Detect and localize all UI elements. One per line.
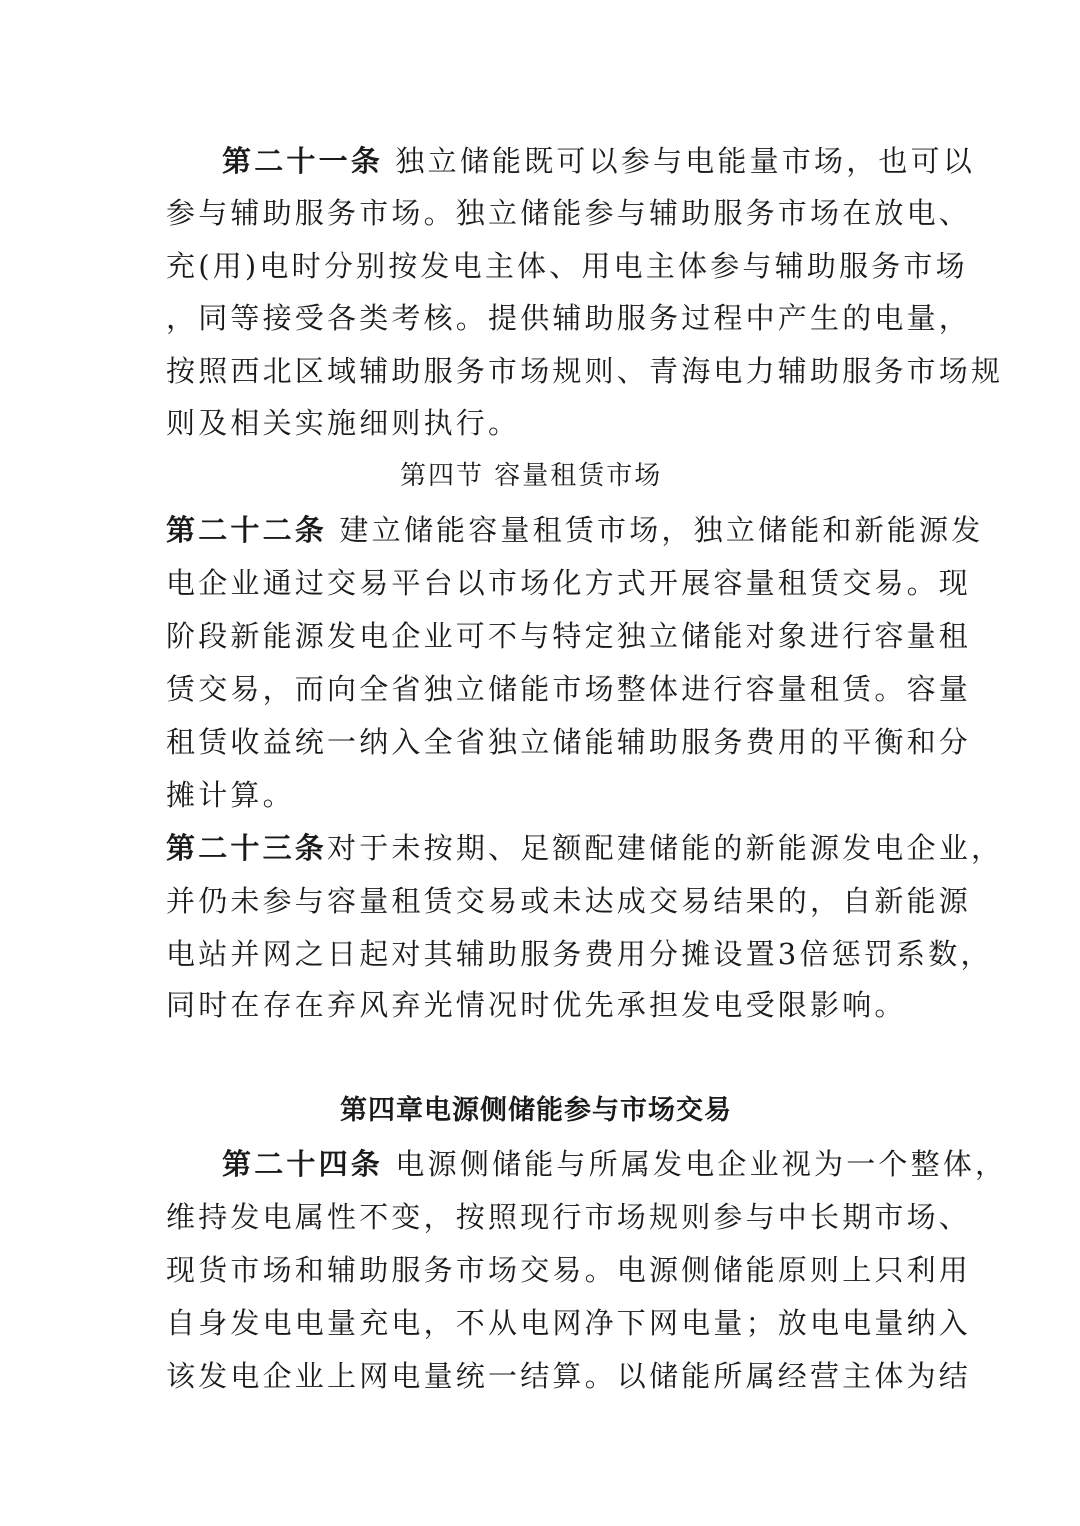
article-24-line-1: [222, 1144, 1007, 1184]
article-22-label: 第二十二条: [166, 513, 328, 547]
article-22-text-1: 建立储能容量租赁市场，独立储能和新能源发: [327, 513, 984, 547]
article-21-label: 第二十一条: [222, 144, 384, 178]
section-heading: 第四节 容量租赁市场: [400, 461, 663, 491]
article-22-line-3: 阶段新能源发电企业可不与特定独立储能对象进行容量租: [166, 619, 972, 653]
article-24-text-1: 电源侧储能与所属发电企业视为一个整体，: [383, 1147, 1008, 1181]
article-21-line-1: [222, 141, 975, 181]
article-21-text-1: 独立储能既可以参与电能量市场，也可以: [383, 144, 976, 178]
article-23-line-3: 电站并网之日起对其辅助服务费用分摊设置3倍惩罚系数，: [166, 937, 993, 971]
article-21-line-6: 则及相关实施细则执行。: [166, 406, 521, 440]
article-23-line-2: 并仍未参与容量租赁交易或未达成交易结果的，自新能源: [166, 884, 972, 918]
article-23-line-1: [166, 828, 1003, 868]
article-22-line-6: 摊计算。: [166, 778, 295, 812]
article-21-line-3: 充(用)电时分别按发电主体、用电主体参与辅助服务市场: [166, 249, 968, 283]
article-22-line-5: 租赁收益统一纳入全省独立储能辅助服务费用的平衡和分: [166, 725, 972, 759]
article-24-line-2: 维持发电属性不变，按照现行市场规则参与中长期市场、: [166, 1200, 972, 1234]
article-24-line-4: 自身发电电量充电，不从电网净下网电量；放电电量纳入: [166, 1306, 972, 1340]
article-22-line-4: 赁交易，而向全省独立储能市场整体进行容量租赁。容量: [166, 672, 972, 706]
article-24-line-3: 现货市场和辅助服务市场交易。电源侧储能原则上只利用: [166, 1253, 972, 1287]
article-23-text-1: 对于未按期、足额配建储能的新能源发电企业，: [327, 831, 1004, 865]
article-21-line-2: 参与辅助服务市场。独立储能参与辅助服务市场在放电、: [166, 196, 972, 230]
article-23-label: 第二十三条: [166, 831, 328, 865]
article-22-line-2: 电企业通过交易平台以市场化方式开展容量租赁交易。现: [166, 566, 972, 600]
article-24-line-5: 该发电企业上网电量统一结算。以储能所属经营主体为结: [166, 1359, 972, 1393]
chapter-heading: 第四章电源侧储能参与市场交易: [340, 1095, 732, 1126]
article-24-label: 第二十四条: [222, 1147, 384, 1181]
article-21-line-4: ，同等接受各类考核。提供辅助服务过程中产生的电量，: [166, 301, 972, 335]
article-23-line-4: 同时在存在弃风弃光情况时优先承担发电受限影响。: [166, 988, 907, 1022]
article-21-line-5: 按照西北区域辅助服务市场规则、青海电力辅助服务市场规: [166, 354, 1004, 388]
article-22-line-1: [166, 510, 983, 550]
